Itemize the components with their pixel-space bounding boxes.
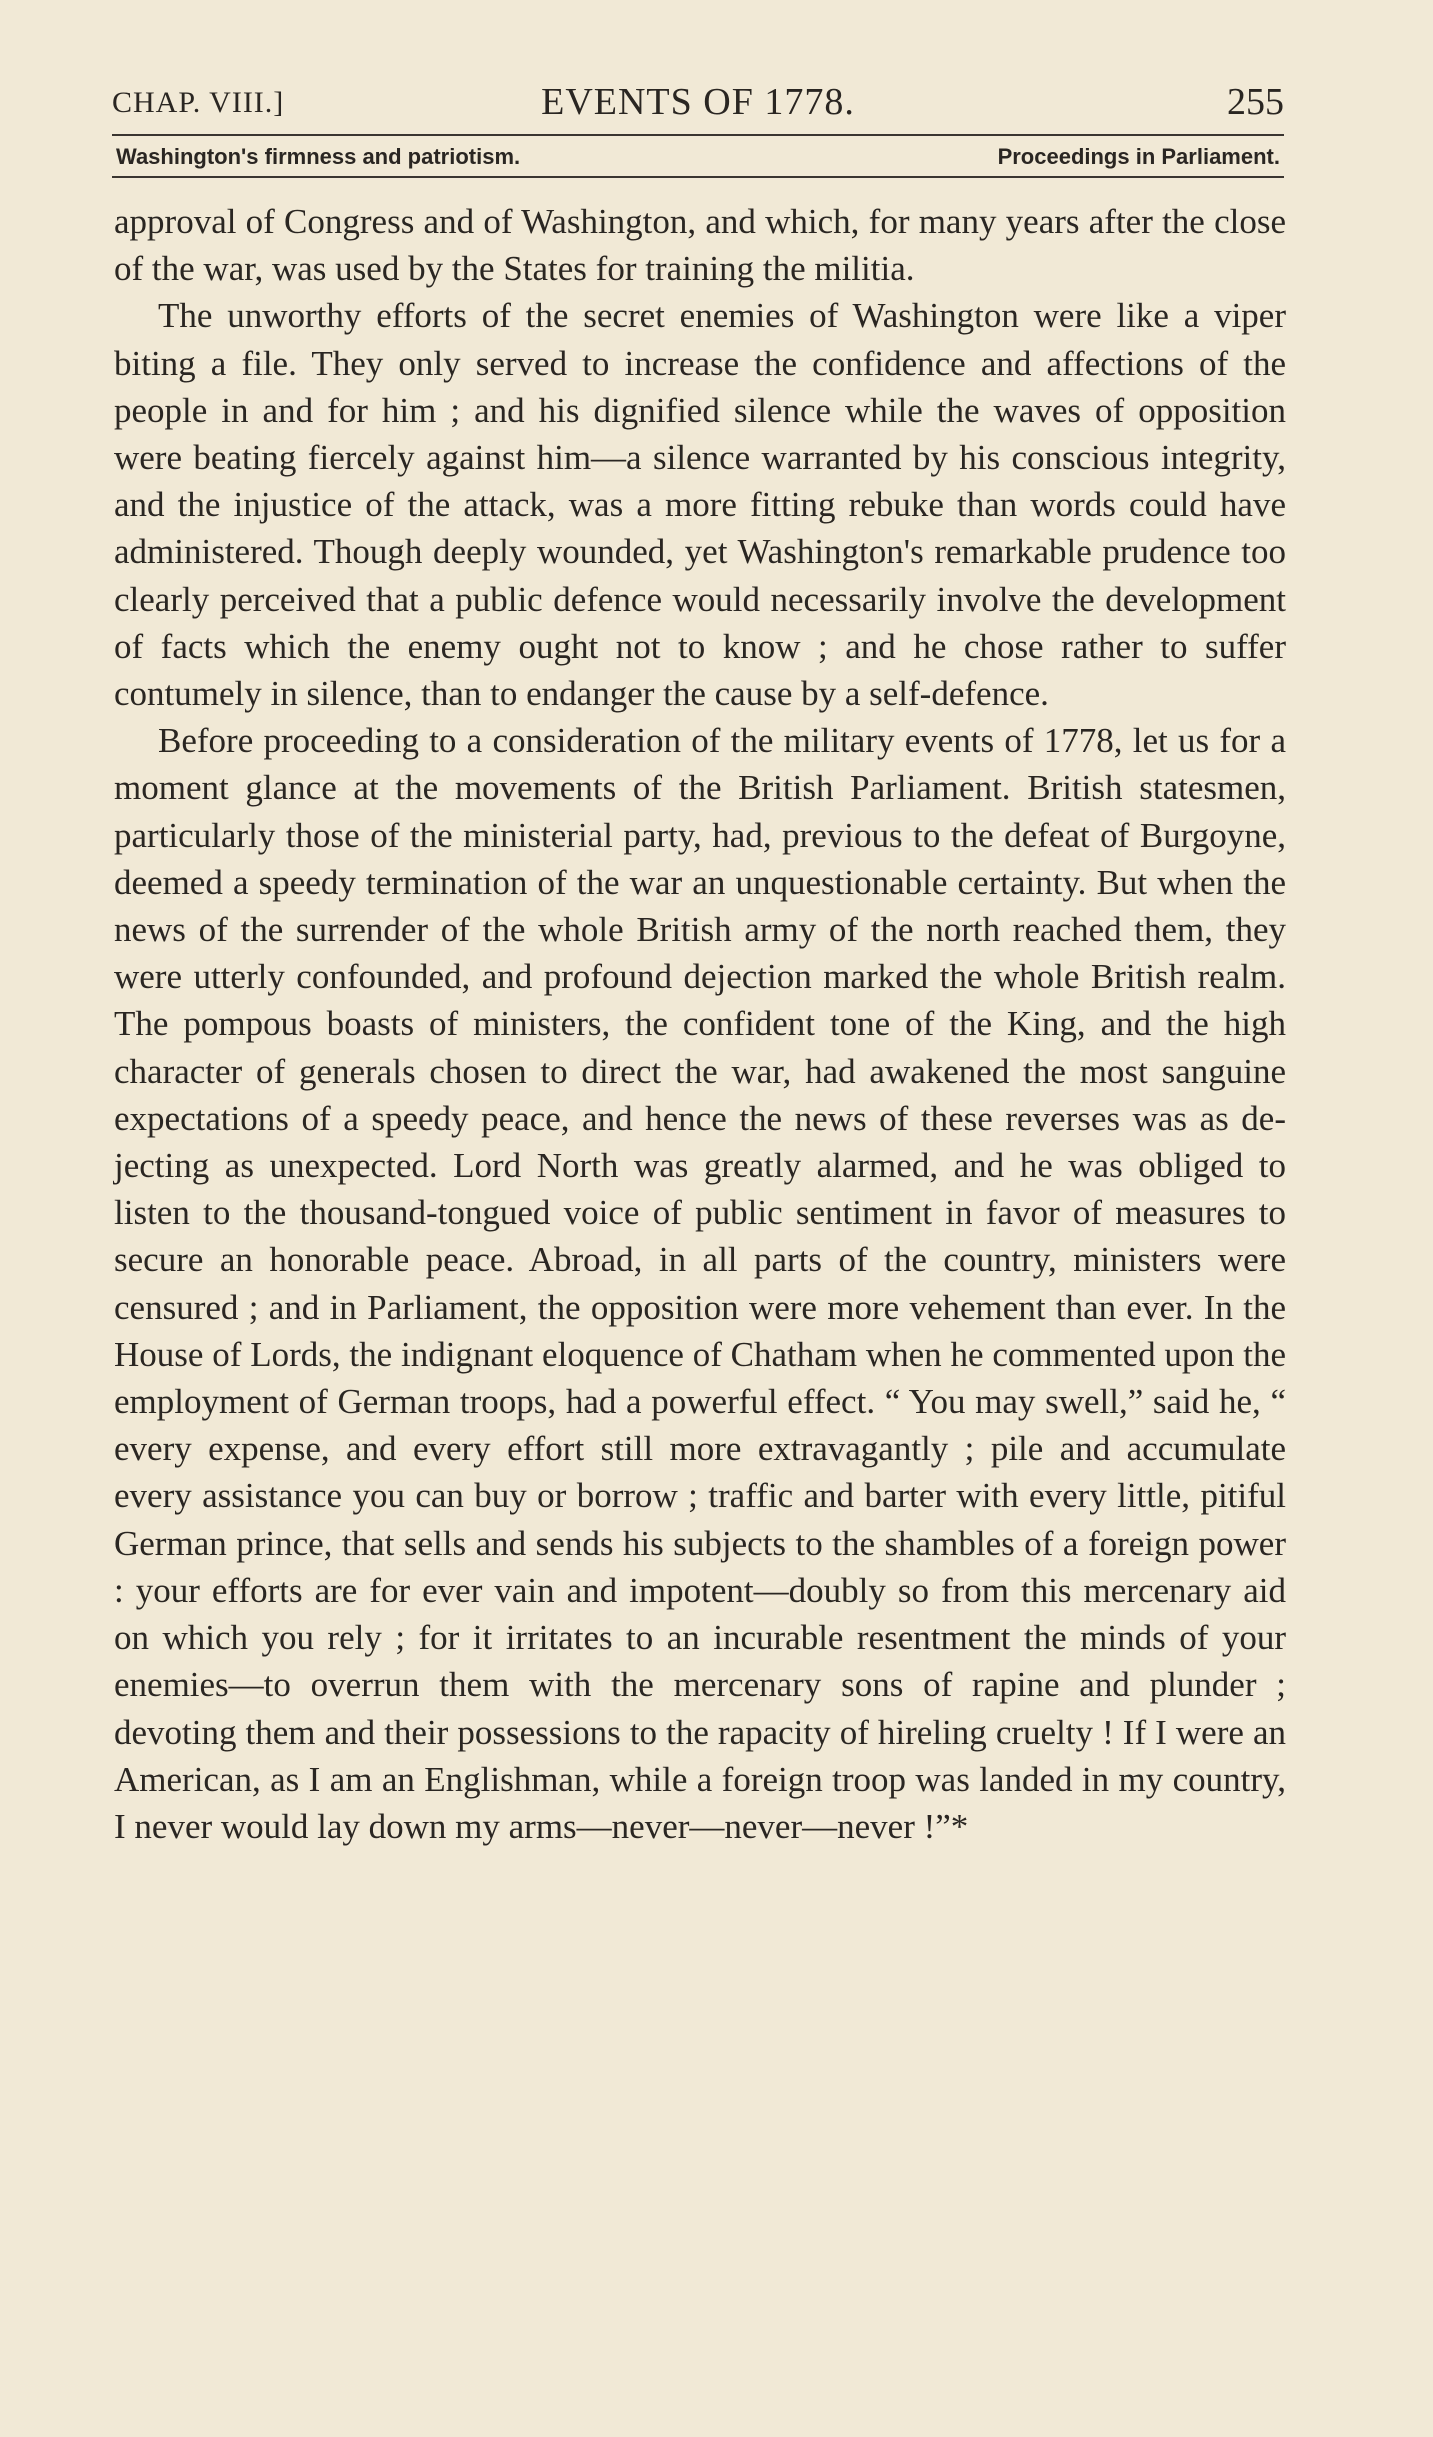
page-number: 255 [1227, 81, 1284, 123]
running-subheader [112, 134, 1284, 178]
running-header [112, 78, 1284, 130]
paragraph-1: approval of Congress and of Washington, and which, for many years after the close of the war, was used by the States for training the militia. [114, 202, 1286, 289]
subheader-right: Proceedings in Parliament. [997, 144, 1280, 169]
body-text [114, 198, 1286, 1850]
page-title: EVENTS OF 1778. [541, 81, 855, 123]
chapter-label: CHAP. VIII.] [112, 86, 285, 119]
paragraph-3: Before proceeding to a consideration of the military events of 1778, let us for a moment glance at the movements of the British Parliament. British statesmen, particularly those of the ministerial party, had, previous to the defeat of Burgoyne, deemed a speedy termination of the war an unquestionable certainty. But when the news of the surrender of the whole British army of the north reached them, they were utterly confounded, and profound dejection marked the whole British realm. The pompous boasts of ministers, the confident tone of the King, and the high character of generals chosen to direct the war, had awakened the most sanguine expectations of a speedy peace, and hence the news of these reverses was as dejecting as unexpected. Lord North was greatly alarmed, and he was obliged to listen to the thousand-tongued voice of public sentiment in favor of measures to secure an honorable peace. Abroad, in all parts of the country, ministers were censured ; and in Parliament, the opposition were more vehement than ever. In the House of Lords, the indignant eloquence of Chatham when he commented upon the employment of German troops, had a powerful effect. “ You may swell,” said he, “ every expense, and every effort still more extravagantly ; pile and accumulate every assistance you can buy or borrow ; traffic and barter with every little, pitiful German prince, that sells and sends his subjects to the shambles of a foreign power : your efforts are for ever vain and impotent—doubly so from this mercenary aid on which you rely ; for it irritates to an incurable resentment the minds of your enemies—to overrun them with the mercenary sons of rapine and plunder ; devoting them and their possessions to the rapacity of hireling cruelty ! If I were an American, as I am an Englishman, while a foreign troop was landed in my country, I never would lay down my arms—never—never—never !”* [114, 721, 1286, 1846]
subheader-left: Washington's firmness and patriotism. [116, 144, 521, 169]
paragraph-2: The unworthy efforts of the secret enemies of Washington were like a viper biting a file. They only served to increase the confidence and affections of the people in and for him ; and his dignified silence while the waves of opposition were beating fiercely against him—a silence warranted by his conscious integrity, and the injustice of the attack, was a more fitting rebuke than words could have administered. Though deeply wounded, yet Washington's remarkable prudence too clearly perceived that a public defence would necessarily involve the development of facts which the enemy ought not to know ; and he chose rather to suffer contumely in silence, than to endanger the cause by a self-defence. [114, 296, 1286, 714]
